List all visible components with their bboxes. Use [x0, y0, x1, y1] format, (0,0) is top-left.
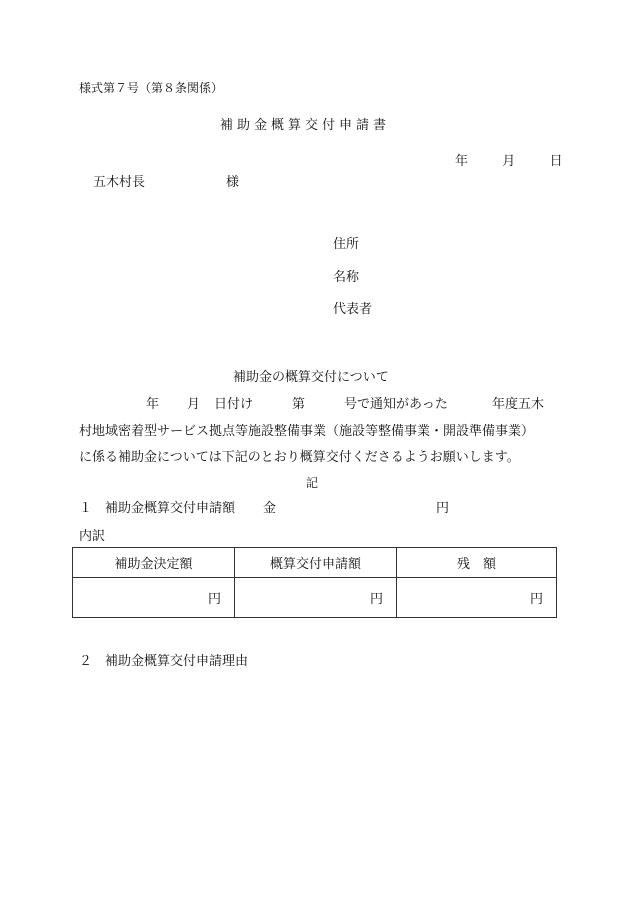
decided-amount-cell: 円: [73, 578, 235, 618]
applicant-address-label: 住所: [333, 237, 360, 252]
header-decided-amount: 補助金決定額: [73, 548, 235, 578]
item-1-amount-label: 金: [263, 501, 277, 516]
body-date-suffix: 日付け: [214, 397, 254, 412]
item-2-label: ２ 補助金概算交付申請理由: [79, 654, 249, 669]
header-advance-amount: 概算交付申請額: [235, 548, 397, 578]
addressee-name: 五木村長: [93, 175, 146, 190]
advance-amount-cell: 円: [235, 578, 397, 618]
body-line-3: に係る補助金については下記のとおり概算交付くださるようお願いします。: [79, 450, 520, 465]
addressee-honorific: 様: [226, 175, 240, 190]
body-month: 月: [187, 397, 201, 412]
item-1-label: １ 補助金概算交付申請額: [79, 501, 236, 516]
item-1: [79, 501, 450, 517]
date-year: 年: [455, 154, 469, 169]
date-day: 日: [549, 154, 563, 169]
date-month: 月: [502, 154, 516, 169]
body-fiscal-year: 年度五木: [492, 397, 545, 412]
addressee: [93, 175, 240, 191]
subject-line: 補助金の概算交付について: [233, 370, 389, 385]
remaining-amount-cell: 円: [397, 578, 557, 618]
applicant-representative-label: 代表者: [333, 302, 373, 317]
applicant-name-label: 名称: [333, 270, 360, 285]
item-1-unit: 円: [436, 501, 450, 516]
body-notice-text: 号で通知があった: [344, 397, 448, 412]
body-number-prefix: 第: [292, 397, 306, 412]
body-year: 年: [146, 397, 160, 412]
breakdown-label: 内訳: [79, 529, 106, 544]
form-number: 様式第７号（第８条関係）: [79, 81, 224, 95]
table-header-row: [73, 548, 557, 578]
table-row: [73, 578, 557, 618]
body-line-2: 村地域密着型サービス拠点等施設整備事業（施設等整備事業・開設準備事業）: [79, 424, 535, 439]
breakdown-table: [72, 547, 557, 618]
date-line: [455, 154, 563, 170]
document-title: 補助金概算交付申請書: [220, 118, 391, 133]
header-remaining-amount: 残 額: [397, 548, 557, 578]
ki-heading: 記: [306, 476, 319, 490]
